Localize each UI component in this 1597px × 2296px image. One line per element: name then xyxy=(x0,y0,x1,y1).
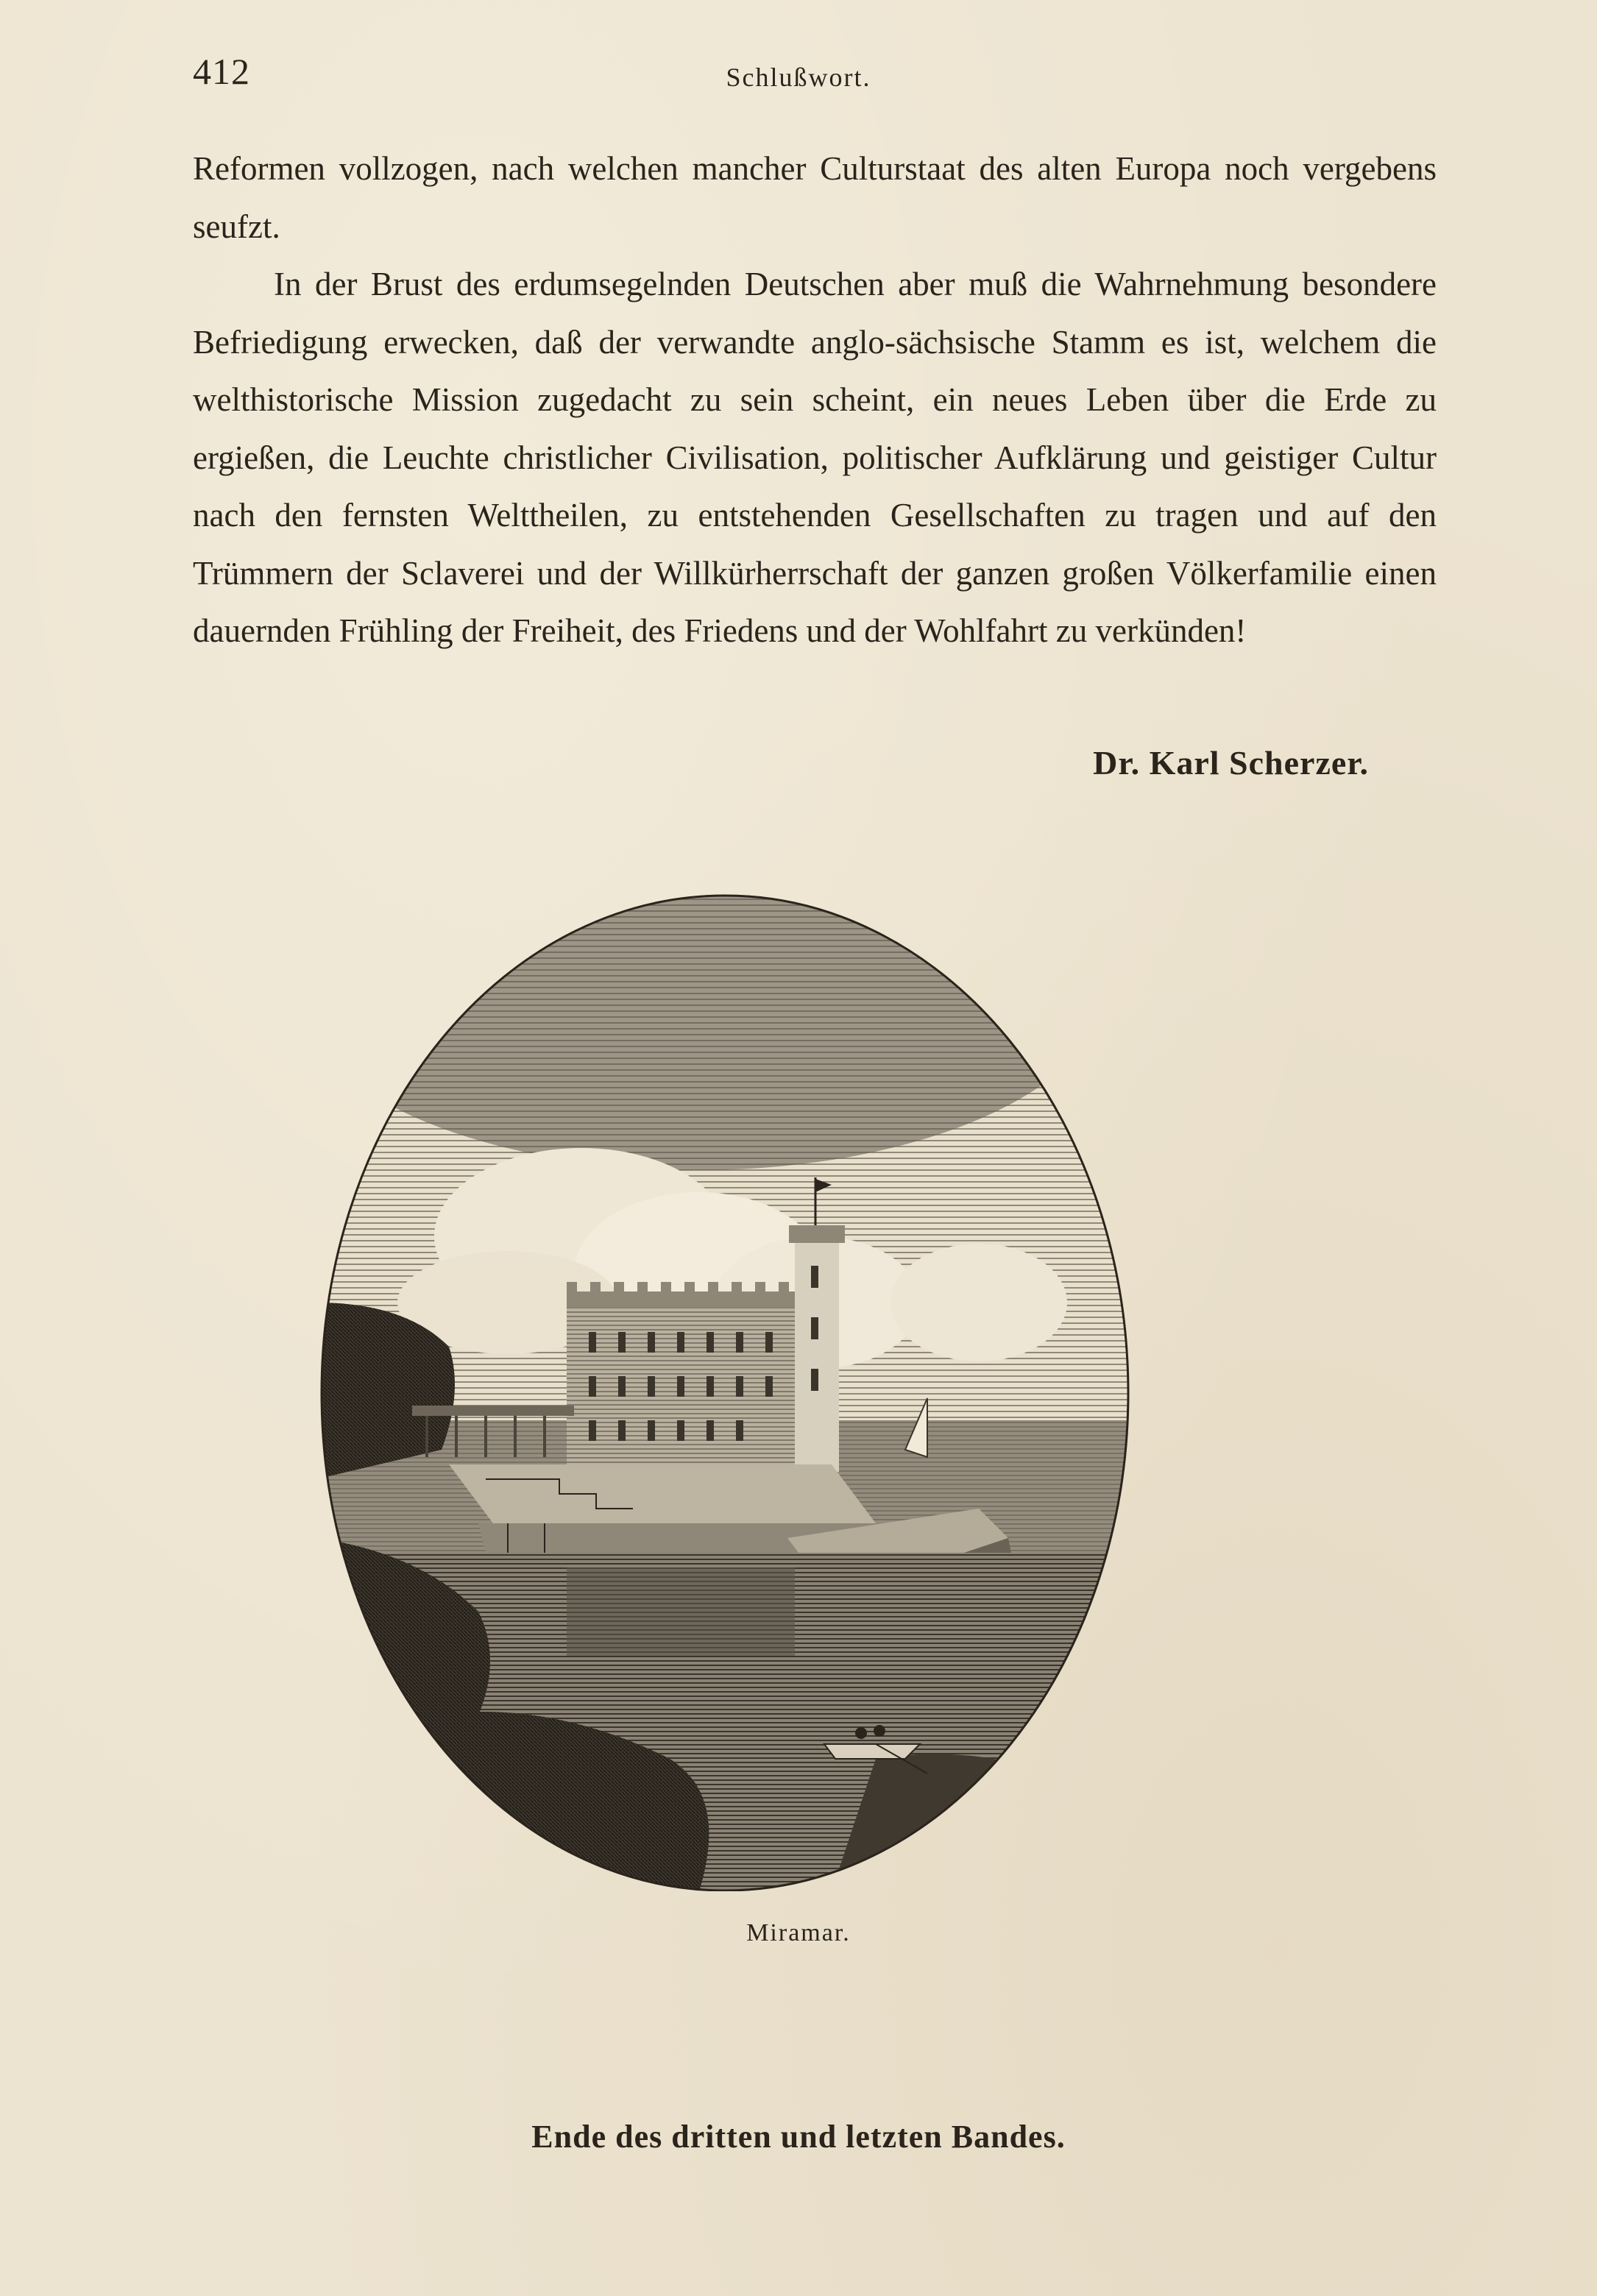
running-head: Schlußwort. xyxy=(726,63,871,92)
end-of-volume-note: Ende des dritten und letzten Bandes. xyxy=(531,2119,1066,2155)
body-text xyxy=(193,140,1437,660)
page-number: 412 xyxy=(193,51,250,92)
miramar-illustration xyxy=(316,890,1133,1891)
author-signature: Dr. Karl Scherzer. xyxy=(1093,744,1369,782)
paragraph-2: In der Brust des erdumsegelnden Deutschen aber muß die Wahrnehmung besondere Befriedigung erwecken, daß der verwandte anglo-sächsische Stamm es ist, welchem die welthistorische Mission zugedacht zu sein scheint, ein neues Leben über die Erde zu ergießen, die Leuchte christlicher Civilisation, politischer Aufklärung und geistiger Cultur nach den fernsten Welttheilen, zu entstehenden Gesellschaften zu tragen und auf den Trümmern der Sclaverei und der Willkürherrschaft der ganzen großen Völkerfamilie einen dauernden Frühling der Freiheit, des Friedens und der Wohlfahrt zu verkünden! xyxy=(193,266,1437,649)
paragraph-1: Reformen vollzogen, nach welchen mancher Culturstaat des alten Europa noch vergebens seufzt. xyxy=(193,150,1437,245)
figure-caption: Miramar. xyxy=(746,1919,851,1946)
castle-engraving-icon xyxy=(316,890,1133,1891)
